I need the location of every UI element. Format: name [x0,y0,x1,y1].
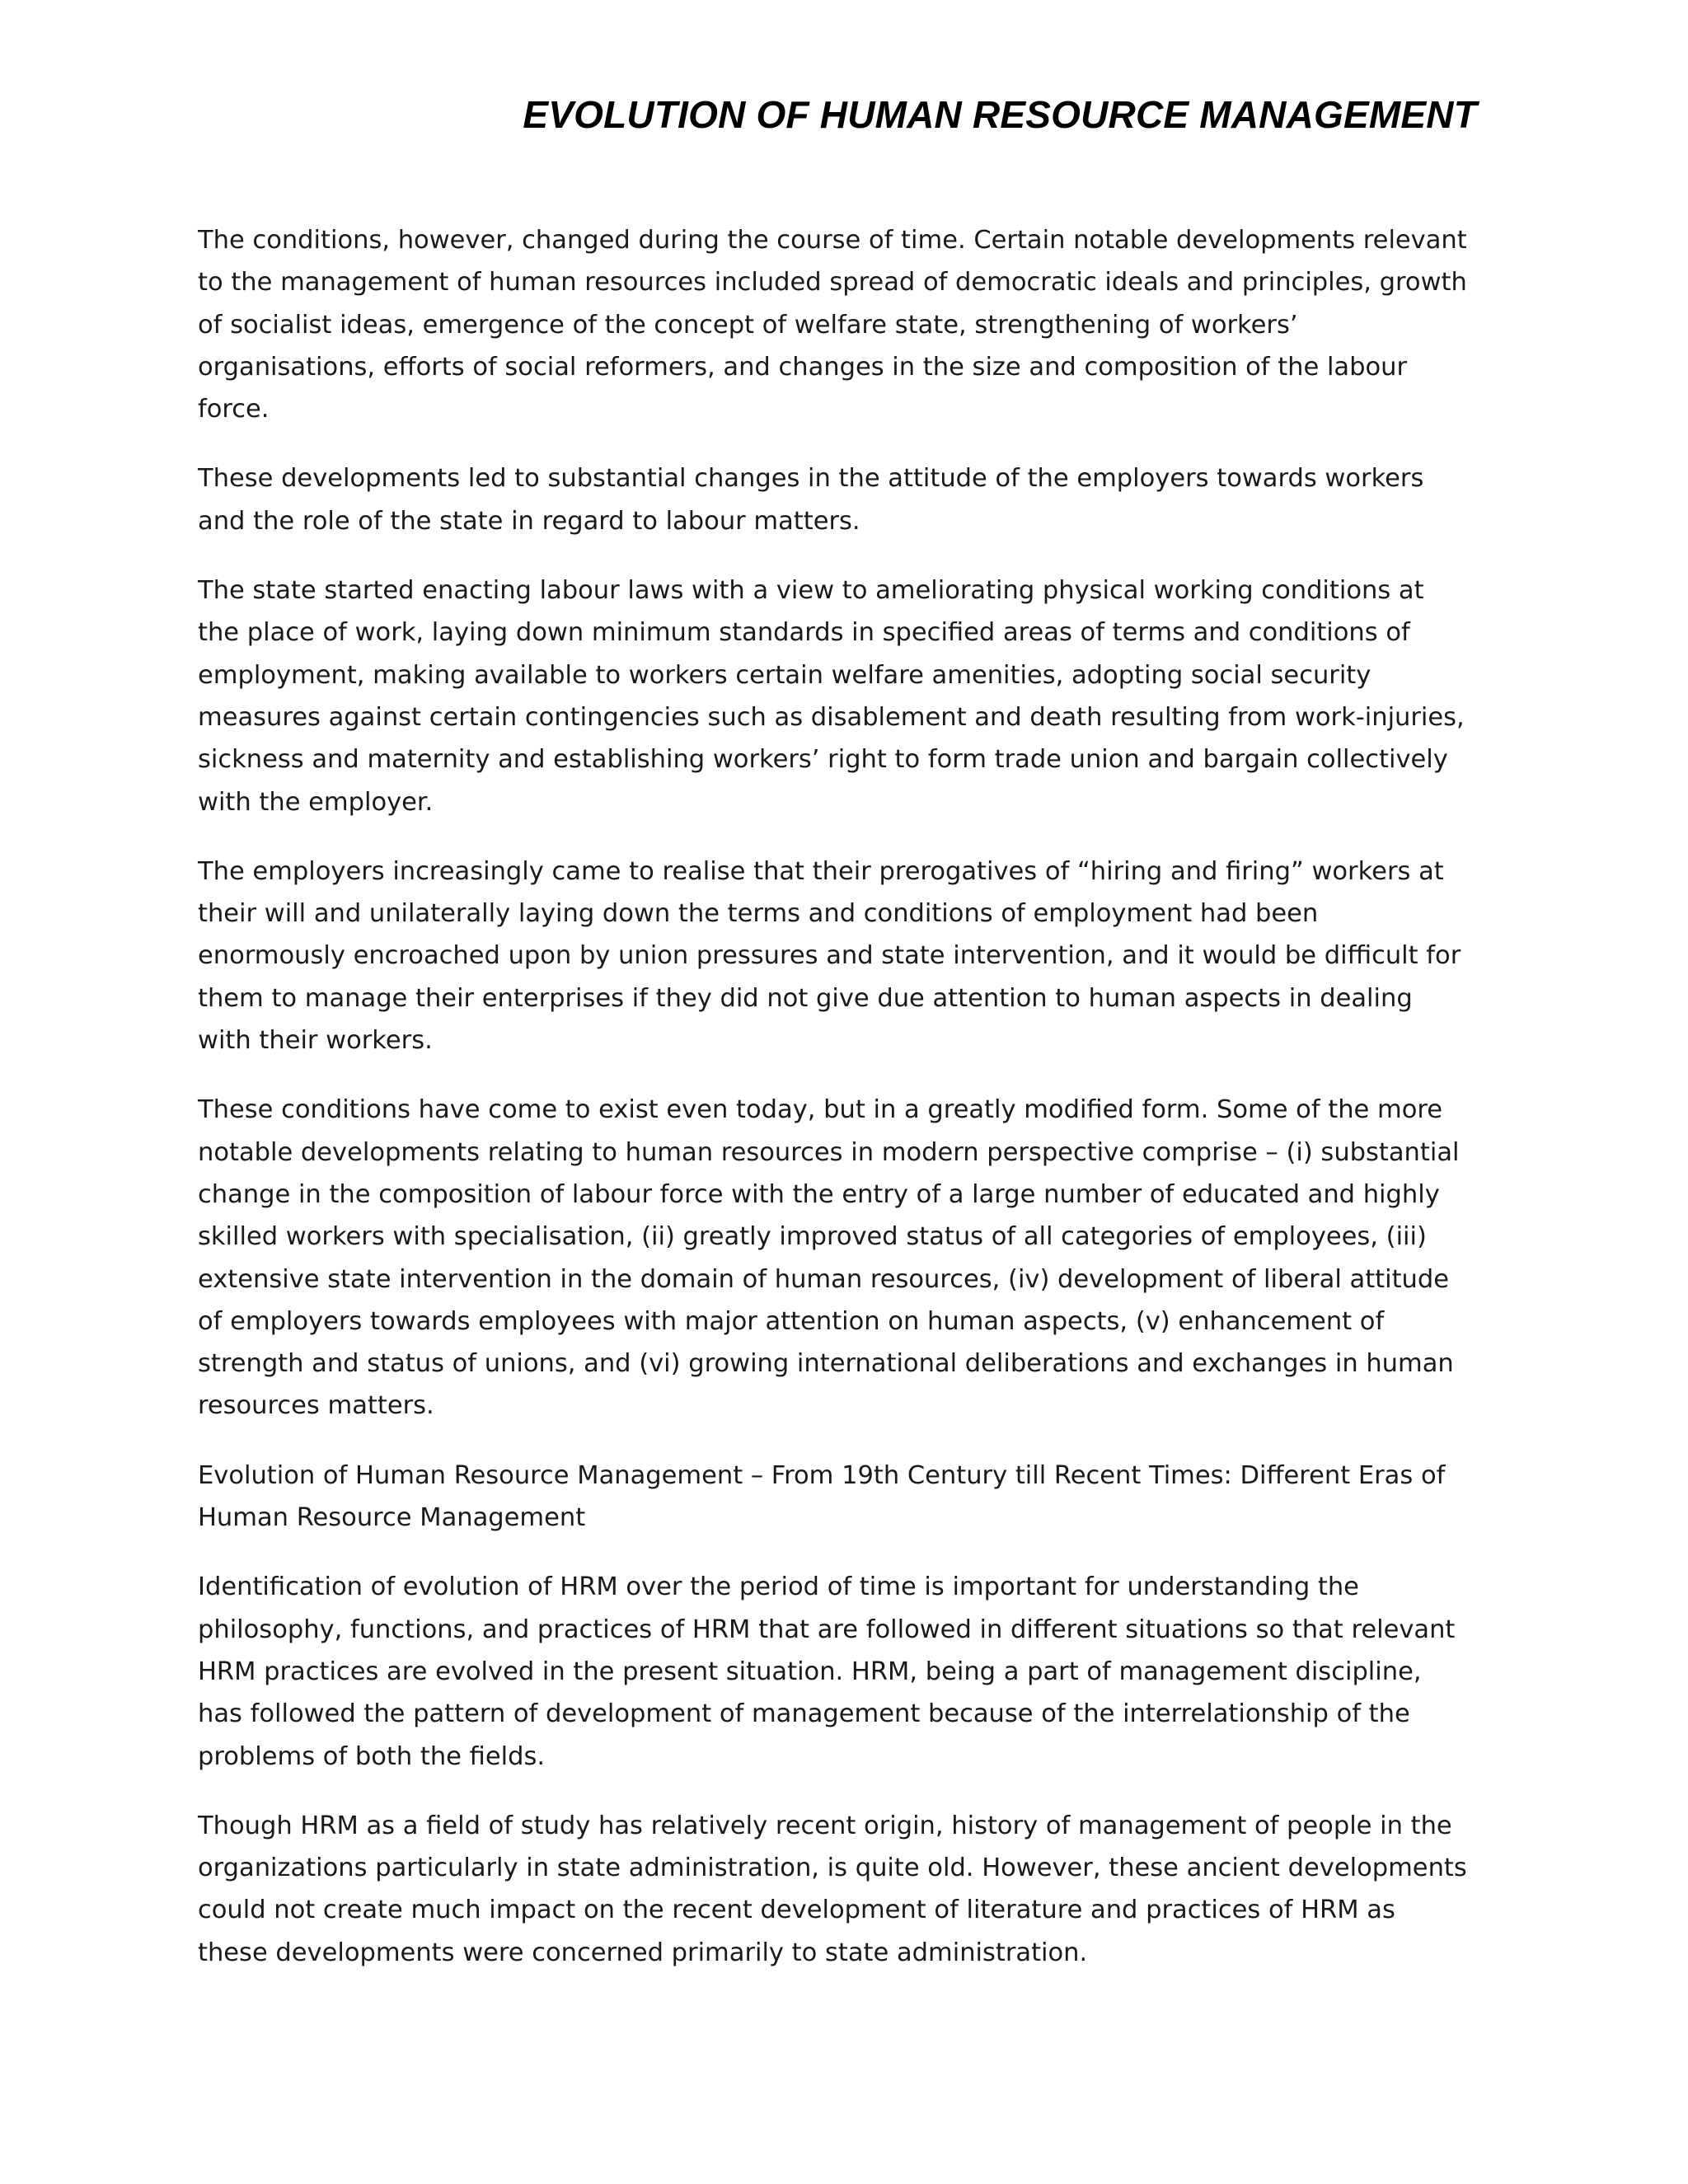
paragraph-3: The state started enacting labour laws with a view to ameliorating physical working conditions at the place of work, laying down minimum standards in specified areas of terms and conditions of employment, making available to workers certain welfare amenities, adopting social security measures against certain contingencies such as disablement and death resulting from work-injuries, sickness and maternity and establishing workers’ right to form trade union and bargain collectively with the employer. [198,576,1465,817]
paragraph-5: These conditions have come to exist even today, but in a greatly modified form. Some of the more notable developments relating to human resources in modern perspective comprise – (i) substantial change in the composition of labour force with the entry of a large number of educated and highly skilled workers with specialisation, (ii) greatly improved status of all categories of employees, (iii) extensive state intervention in the domain of human resources, (iv) development of liberal attitude of employers towards employees with major attention on human aspects, (v) enhancement of strength and status of unions, and (vi) growing international deliberations and exchanges in human resources matters. [198,1095,1460,1421]
paragraph-1: The conditions, however, changed during the course of time. Certain notable developments relevant to the management of human resources included spread of democratic ideals and principles, growth of socialist ideas, emergence of the concept of welfare state, strengthening of workers’ organisations, efforts of social reformers, and changes in the size and composition of the labour force. [198,226,1467,424]
page-title: EVOLUTION OF HUMAN RESOURCE MANAGEMENT [523,93,1477,136]
paragraph-7: Identification of evolution of HRM over the period of time is important for understanding the philosophy, functions, and practices of HRM that are followed in different situations so that relevant HRM practices are evolved in the present situation. HRM, being a part of management discipline, has followed the pattern of development of management because of the interrelationship of the problems of both the fields. [198,1572,1456,1771]
document-body [198,219,1467,2001]
paragraph-8: Though HRM as a field of study has relatively recent origin, history of management of people in the organizations particularly in state administration, is quite old. However, these ancient developments could not create much impact on the recent development of literature and practices of HRM as these developments were concerned primarily to state administration. [198,1811,1467,1967]
paragraph-2: These developments led to substantial changes in the attitude of the employers towards workers and the role of the state in regard to labour matters. [198,464,1424,536]
section-heading-paragraph: Evolution of Human Resource Management – From 19th Century till Recent Times: Different Eras of Human Resource Management [198,1460,1446,1533]
paragraph-4: The employers increasingly came to realise that their prerogatives of “hiring and firing” workers at their will and unilaterally laying down the terms and conditions of employment had been enormously encroached upon by union pressures and state intervention, and it would be difficult for them to manage their enterprises if they did not give due attention to human aspects in dealing with their workers. [198,856,1461,1056]
